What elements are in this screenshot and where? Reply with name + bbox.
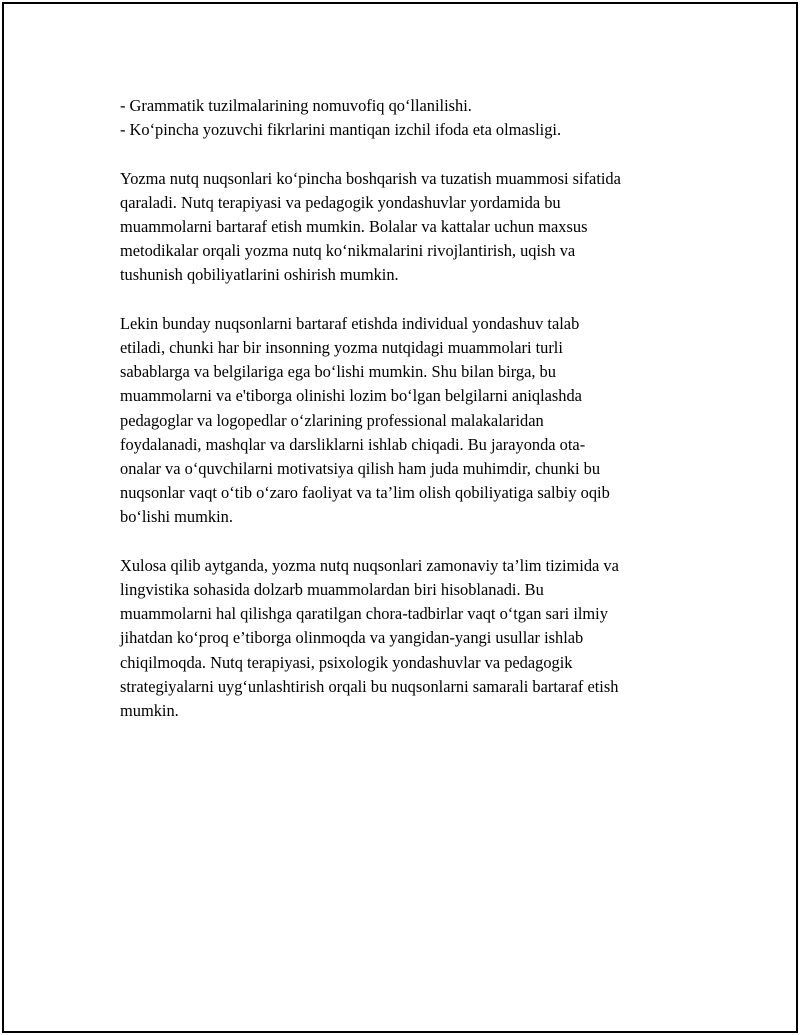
list-item: - Ko‘pincha yozuvchi fikrlarini mantiqan izchil ifoda eta olmasligi. [120, 120, 562, 140]
paragraph-2 [120, 312, 686, 530]
paragraph-line: onalar va o‘quvchilarni motivatsiya qilish ham juda muhimdir, chunki bu [120, 459, 601, 479]
paragraph-line: pedagoglar va logopedlar o‘zlarining professional malakalaridan [120, 410, 544, 430]
list-item: - Grammatik tuzilmalarining nomuvofiq qo‘llanilishi. [120, 96, 472, 115]
document-page [2, 2, 798, 1033]
paragraph-gap [120, 530, 686, 554]
paragraph-1 [120, 167, 686, 288]
paragraph-line: muammolarni va e'tiborga olinishi lozim bo‘lgan belgilarni aniqlashda [120, 386, 582, 406]
paragraph-line: qaraladi. Nutq terapiyasi va pedagogik yondashuvlar yordamida bu [120, 192, 561, 212]
paragraph-gap [120, 142, 686, 166]
paragraph-line: Xulosa qilib aytganda, yozma nutq nuqsonlari zamonaviy ta’lim tizimida va [120, 555, 619, 575]
paragraph-3 [120, 554, 686, 723]
paragraph-line: metodikalar orqali yozma nutq ko‘nikmalarini rivojlantirish, uqish va [120, 241, 576, 261]
paragraph-line: muammolarni bartaraf etish mumkin. Bolalar va kattalar uchun maxsus [120, 217, 588, 236]
paragraph-line: sabablarga va belgilariga ega bo‘lishi mumkin. Shu bilan birga, bu [120, 362, 556, 382]
paragraph-line: nuqsonlar vaqt o‘tib o‘zaro faoliyat va ta’lim olish qobiliyatiga salbiy oqib [120, 483, 610, 503]
paragraph-line: jihatdan ko‘proq e’tiborga olinmoqda va yangidan-yangi usullar ishlab [120, 628, 584, 648]
document-body [120, 94, 686, 723]
bullet-list [120, 94, 686, 142]
paragraph-line: muammolarni hal qilishga qaratilgan chora-tadbirlar vaqt o‘tgan sari ilmiy [120, 604, 608, 624]
paragraph-line: bo‘lishi mumkin. [120, 507, 233, 527]
paragraph-line: strategiyalarni uyg‘unlashtirish orqali bu nuqsonlarni samarali bartaraf etish [120, 676, 619, 696]
paragraph-gap [120, 288, 686, 312]
paragraph-line: etiladi, chunki har bir insonning yozma nutqidagi muammolari turli [120, 338, 563, 357]
paragraph-line: Yozma nutq nuqsonlari ko‘pincha boshqarish va tuzatish muammosi sifatida [120, 168, 621, 188]
paragraph-line: Lekin bunday nuqsonlarni bartaraf etishda individual yondashuv talab [120, 313, 580, 333]
paragraph-line: tushunish qobiliyatlarini oshirish mumkin. [120, 265, 399, 285]
paragraph-line: lingvistika sohasida dolzarb muammolardan biri hisoblanadi. Bu [120, 580, 544, 600]
paragraph-line: mumkin. [120, 701, 179, 721]
paragraph-line: foydalanadi, mashqlar va darsliklarni ishlab chiqadi. Bu jarayonda ota- [120, 434, 586, 454]
paragraph-line: chiqilmoqda. Nutq terapiyasi, psixologik yondashuvlar va pedagogik [120, 652, 573, 672]
